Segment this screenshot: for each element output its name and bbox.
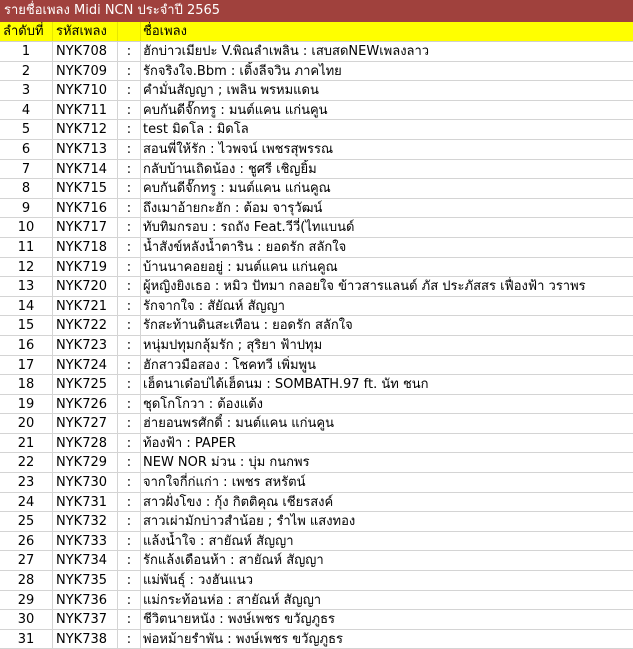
cell-sep[interactable]: : [118, 277, 141, 296]
cell-no[interactable]: 7 [0, 160, 53, 179]
cell-sep[interactable]: : [118, 571, 141, 590]
cell-song-name[interactable]: แม่พันธุ์ : วงฮันแนว [143, 573, 254, 589]
cell-song-name[interactable]: รักแล้งเดือนห้า : สายัณห์ สัญญา [143, 553, 324, 569]
cell-sep[interactable]: : [118, 591, 141, 610]
cell-code[interactable]: NYK735 [53, 571, 118, 590]
cell-no[interactable]: 10 [0, 218, 53, 237]
table-body [0, 42, 633, 649]
cell-song-name[interactable]: ฮักสาวมือสอง : โชคทวี เพิ่มพูน [143, 357, 316, 373]
header-sep [118, 22, 141, 41]
cell-song-name[interactable]: ผู้หญิงยิงเธอ : หมิว ปัทมา กลอยใจ ข้าวสารแลนด์ ภัส ประภัสสร เฟื่องฟ้า วราพร [143, 279, 586, 295]
cell-no[interactable]: 18 [0, 375, 53, 394]
cell-code[interactable]: NYK722 [53, 316, 118, 335]
cell-code[interactable]: NYK731 [53, 493, 118, 512]
table-row[interactable] [0, 277, 633, 297]
cell-code[interactable]: NYK709 [53, 62, 118, 81]
cell-no[interactable]: 29 [0, 591, 53, 610]
cell-sep[interactable]: : [118, 375, 141, 394]
cell-sep[interactable]: : [118, 258, 141, 277]
cell-song-name[interactable]: NEW NOR ม่วน : บุ่ม กนกพร [143, 455, 310, 471]
table-row[interactable] [0, 218, 633, 238]
cell-sep[interactable]: : [118, 434, 141, 453]
cell-sep[interactable]: : [118, 42, 141, 61]
table-row[interactable] [0, 591, 633, 611]
table-row[interactable] [0, 551, 633, 571]
table-row[interactable] [0, 238, 633, 258]
cell-sep[interactable]: : [118, 493, 141, 512]
cell-sep[interactable]: : [118, 395, 141, 414]
cell-code[interactable]: NYK733 [53, 532, 118, 551]
cell-song-name[interactable]: สอนพี่ให้รัก : ไวพจน์ เพชรสุพรรณ [143, 141, 334, 157]
cell-code[interactable]: NYK726 [53, 395, 118, 414]
table-row[interactable] [0, 434, 633, 454]
cell-sep[interactable]: : [118, 473, 141, 492]
cell-no[interactable]: 5 [0, 120, 53, 139]
cell-song-name[interactable]: ฮ่ายอนพรศักดิ์ : มนต์แคน แก่นคูน [143, 416, 335, 432]
table-row[interactable] [0, 473, 633, 493]
cell-code[interactable]: NYK737 [53, 610, 118, 629]
cell-song-name[interactable]: สาวเผ่ามักบ่าวสำน้อย ; รำไพ แสงทอง [143, 514, 356, 530]
table-row[interactable] [0, 512, 633, 532]
table-row[interactable] [0, 258, 633, 278]
cell-sep[interactable]: : [118, 81, 141, 100]
cell-code[interactable]: NYK736 [53, 591, 118, 610]
cell-no[interactable]: 1 [0, 42, 53, 61]
cell-song-name[interactable]: สาวฝั่งโขง : กุ้ง กิตติคุณ เชียรสงค์ [143, 494, 334, 510]
cell-sep[interactable]: : [118, 120, 141, 139]
cell-song-name[interactable]: น้ำสังข์หลังน้ำตาริน : ยอดรัก สลักใจ [143, 239, 347, 255]
cell-sep[interactable]: : [118, 179, 141, 198]
cell-sep[interactable]: : [118, 630, 141, 649]
cell-song-name[interactable]: ถึงเมาอ้ายกะฮัก : ต้อม จารุวัฒน์ [143, 200, 323, 216]
cell-sep[interactable]: : [118, 218, 141, 237]
cell-no[interactable]: 11 [0, 238, 53, 257]
cell-no[interactable]: 20 [0, 414, 53, 433]
table-row[interactable] [0, 453, 633, 473]
cell-sep[interactable]: : [118, 414, 141, 433]
cell-no[interactable]: 23 [0, 473, 53, 492]
cell-no[interactable]: 25 [0, 512, 53, 531]
cell-song-name[interactable]: หนุ่มปทุมกลุ้มรัก ; สุริยา ฟ้าปทุม [143, 337, 323, 353]
header-name: ชื่อเพลง [143, 24, 187, 39]
cell-sep[interactable]: : [118, 62, 141, 81]
cell-song-name[interactable]: บ้านนาคอยอยู่ : มนต์แคน แก่นคูณ [143, 259, 338, 275]
table-row[interactable] [0, 179, 633, 199]
table-row[interactable] [0, 395, 633, 415]
header-code: รหัสเพลง [53, 22, 118, 41]
cell-song-name[interactable]: รักสะท้านดินสะเทือน : ยอดรัก สลักใจ [143, 318, 353, 334]
cell-sep[interactable]: : [118, 336, 141, 355]
cell-song-name[interactable]: รักจริงใจ.Bbm : เติ้งลีจวิน ภาคไทย [143, 63, 342, 79]
cell-code[interactable]: NYK715 [53, 179, 118, 198]
table-row[interactable] [0, 81, 633, 101]
cell-code[interactable]: NYK719 [53, 258, 118, 277]
cell-code[interactable]: NYK712 [53, 120, 118, 139]
cell-code[interactable]: NYK734 [53, 551, 118, 570]
cell-code[interactable]: NYK728 [53, 434, 118, 453]
cell-no[interactable]: 26 [0, 532, 53, 551]
cell-no[interactable]: 30 [0, 610, 53, 629]
cell-sep[interactable]: : [118, 238, 141, 257]
cell-song-name[interactable]: test มิดโล : มิดโล [143, 122, 249, 138]
cell-no[interactable]: 12 [0, 258, 53, 277]
cell-sep[interactable]: : [118, 316, 141, 335]
table-row[interactable] [0, 336, 633, 356]
cell-no[interactable]: 28 [0, 571, 53, 590]
table-row[interactable] [0, 316, 633, 336]
cell-no[interactable]: 4 [0, 101, 53, 120]
cell-code[interactable]: NYK725 [53, 375, 118, 394]
cell-sep[interactable]: : [118, 101, 141, 120]
table-row[interactable] [0, 414, 633, 434]
cell-sep[interactable]: : [118, 199, 141, 218]
cell-no[interactable]: 2 [0, 62, 53, 81]
table-row[interactable] [0, 199, 633, 219]
table-row[interactable] [0, 140, 633, 160]
cell-song-name[interactable]: แม่กระท้อนห่อ : สายัณห์ สัญญา [143, 592, 322, 608]
table-row[interactable] [0, 120, 633, 140]
cell-sep[interactable]: : [118, 453, 141, 472]
cell-no[interactable]: 8 [0, 179, 53, 198]
cell-code[interactable]: NYK727 [53, 414, 118, 433]
cell-code[interactable]: NYK713 [53, 140, 118, 159]
cell-code[interactable]: NYK711 [53, 101, 118, 120]
table-row[interactable] [0, 297, 633, 317]
cell-sep[interactable]: : [118, 512, 141, 531]
cell-code[interactable]: NYK716 [53, 199, 118, 218]
cell-song-name[interactable]: คบกันดีจั๊กทรู : มนต์แคน แก่นคูน [143, 102, 328, 118]
table-row[interactable] [0, 571, 633, 591]
table-row[interactable] [0, 493, 633, 513]
cell-song-name[interactable]: เฮ็ดนาเด๋อบ่ได้เฮ็ดนม : SOMBATH.97 ft. นัท ชนก [143, 377, 429, 393]
cell-song-name[interactable]: กลับบ้านเถิดน้อง : ชูศรี เชิญยิ้ม [143, 161, 317, 177]
cell-sep[interactable]: : [118, 610, 141, 629]
cell-no[interactable]: 21 [0, 434, 53, 453]
table-row[interactable] [0, 532, 633, 552]
table-row[interactable] [0, 375, 633, 395]
table-row[interactable] [0, 356, 633, 376]
cell-sep[interactable]: : [118, 356, 141, 375]
cell-song-name[interactable]: แล้งน้ำใจ : สายัณห์ สัญญา [143, 533, 294, 549]
cell-no[interactable]: 3 [0, 81, 53, 100]
header-no: ลำดับที่ [0, 22, 53, 41]
table-row[interactable] [0, 42, 633, 62]
cell-code[interactable]: NYK717 [53, 218, 118, 237]
cell-code[interactable]: NYK732 [53, 512, 118, 531]
cell-sep[interactable]: : [118, 551, 141, 570]
cell-no[interactable]: 24 [0, 493, 53, 512]
cell-code[interactable]: NYK721 [53, 297, 118, 316]
cell-sep[interactable]: : [118, 160, 141, 179]
cell-code[interactable]: NYK729 [53, 453, 118, 472]
table-row[interactable] [0, 610, 633, 630]
cell-song-name[interactable]: คบกันดีจั๊กทรู : มนต์แคน แก่นคูณ [143, 181, 331, 197]
table-header [0, 22, 633, 42]
cell-no[interactable]: 17 [0, 356, 53, 375]
cell-no[interactable]: 15 [0, 316, 53, 335]
table-row[interactable] [0, 160, 633, 180]
cell-song-name[interactable]: ฮักบ่าวเมียปะ V.พิณลำเพลิน : เสบสดNEWเพลงลาว [143, 44, 430, 59]
cell-no[interactable]: 14 [0, 297, 53, 316]
cell-code[interactable]: NYK714 [53, 160, 118, 179]
cell-song-name[interactable]: ชุดโกโกวา : ต้องแต้ง [143, 396, 263, 412]
cell-no[interactable]: 6 [0, 140, 53, 159]
sheet-title: รายชื่อเพลง Midi NCN ประจำปี 2565 [0, 0, 633, 22]
cell-code[interactable]: NYK708 [53, 42, 118, 61]
cell-no[interactable]: 9 [0, 199, 53, 218]
cell-song-name[interactable]: รักจากใจ : สัยัณห์ สัญญา [143, 298, 285, 314]
cell-song-name[interactable]: ทับทิมกรอบ : รถถัง Feat.วีวี่(ไทแบนด์ [143, 220, 355, 236]
cell-song-name[interactable]: จากใจกี่ก่แก่า : เพชร สหรัตน์ [143, 475, 306, 491]
cell-song-name[interactable]: พ่อหม้ายรำพัน : พงษ์เพชร ขวัญภูธร [143, 631, 344, 647]
table-row[interactable] [0, 62, 633, 82]
cell-song-name[interactable]: ท้องฟ้า : PAPER [143, 435, 236, 451]
cell-no[interactable]: 27 [0, 551, 53, 570]
cell-code[interactable]: NYK724 [53, 356, 118, 375]
cell-sep[interactable]: : [118, 297, 141, 316]
cell-code[interactable]: NYK720 [53, 277, 118, 296]
cell-no[interactable]: 31 [0, 630, 53, 649]
cell-code[interactable]: NYK723 [53, 336, 118, 355]
cell-code[interactable]: NYK710 [53, 81, 118, 100]
table-row[interactable] [0, 101, 633, 121]
cell-no[interactable]: 13 [0, 277, 53, 296]
cell-no[interactable]: 19 [0, 395, 53, 414]
cell-code[interactable]: NYK718 [53, 238, 118, 257]
cell-code[interactable]: NYK730 [53, 473, 118, 492]
cell-code[interactable]: NYK738 [53, 630, 118, 649]
cell-sep[interactable]: : [118, 532, 141, 551]
cell-song-name[interactable]: คำมั่นสัญญา ; เพลิน พรหมแดน [143, 83, 319, 99]
cell-sep[interactable]: : [118, 140, 141, 159]
cell-no[interactable]: 22 [0, 453, 53, 472]
cell-no[interactable]: 16 [0, 336, 53, 355]
cell-song-name[interactable]: ชีวิตนายหนัง : พงษ์เพชร ขวัญภูธร [143, 612, 336, 628]
